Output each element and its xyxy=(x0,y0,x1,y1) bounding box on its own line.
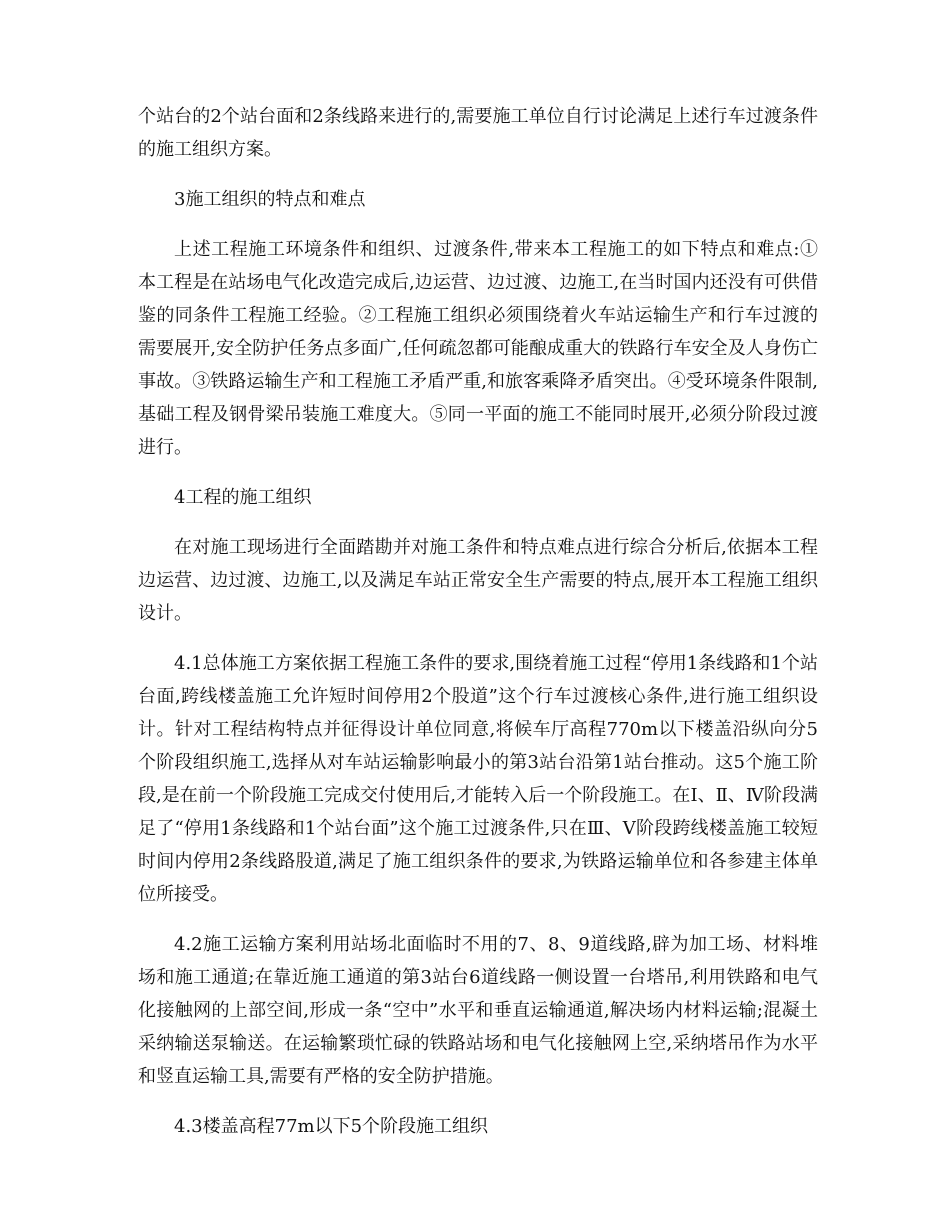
paragraph-organization-intro: 在对施工现场进行全面踏勘并对施工条件和特点难点进行综合分析后,依据本工程边运营、边过渡、边施工,以及满足车站正常安全生产需要的特点,展开本工程施工组织设计。 xyxy=(138,537,818,624)
section-heading-4: 4工程的施工组织 xyxy=(174,487,312,508)
paragraph-overall-plan: 4.1总体施工方案依据工程施工条件的要求,围绕着施工过程“停用1条线路和1个站台面,跨线楼盖施工允许短时间停用2个股道”这个行车过渡核心条件,进行施工组织设计。针对工程结构特点并征得设计单位同意,将候车厅高程770m以下楼盖沿纵向分5个阶段组织施工,选择从对车站运输影响最小的第3站台沿第1站台推动。这5个施工阶段,是在前一个阶段施工完成交付使用后,才能转入后一个阶段施工。在Ⅰ、Ⅱ、Ⅳ阶段满足了“停用1条线路和1个站台面”这个施工过渡条件,只在Ⅲ、Ⅴ阶段跨线楼盖施工较短时间内停用2条线路股道,满足了施工组织条件的要求,为铁路运输单位和各参建主体单位所接受。 xyxy=(138,653,818,905)
section-heading-3: 3施工组织的特点和难点 xyxy=(174,189,366,210)
paragraph-transport-plan: 4.2施工运输方案利用站场北面临时不用的7、8、9道线路,辟为加工场、材料堆场和施工通道;在靠近施工通道的第3站台6道线路一侧设置一台塔吊,利用铁路和电气化接触网的上部空间,形成一条“空中”水平和垂直运输通道,解决场内材料运输;混凝土采纳输送泵输送。在运输繁琐忙碌的铁路站场和电气化接触网上空,采纳塔吊作为水平和竖直运输工具,需要有严格的安全防护措施。 xyxy=(138,934,818,1087)
paragraph-continued: 个站台的2个站台面和2条线路来进行的,需要施工单位自行讨论满足上述行车过渡条件的施工组织方案。 xyxy=(138,106,818,160)
paragraph-features-difficulties: 上述工程施工环境条件和组织、过渡条件,带来本工程施工的如下特点和难点:① 本工程是在站场电气化改造完成后,边运营、边过渡、边施工,在当时国内还没有可供借鉴的同条件工程施工经验。②工程施工组织必须围绕着火车站运输生产和行车过渡的需要展开,安全防护任务点多面广,任何疏忽都可能酿成重大的铁路行车安全及人身伤亡事故。③铁路运输生产和工程施工矛盾严重,和旅客乘降矛盾突出。④受环境条件限制,基础工程及钢骨梁吊装施工难度大。⑤同一平面的施工不能同时展开,必须分阶段过渡进行。 xyxy=(138,239,818,458)
document-body xyxy=(138,100,818,1160)
section-heading-4-3: 4.3楼盖高程77m以下5个阶段施工组织 xyxy=(174,1116,489,1137)
